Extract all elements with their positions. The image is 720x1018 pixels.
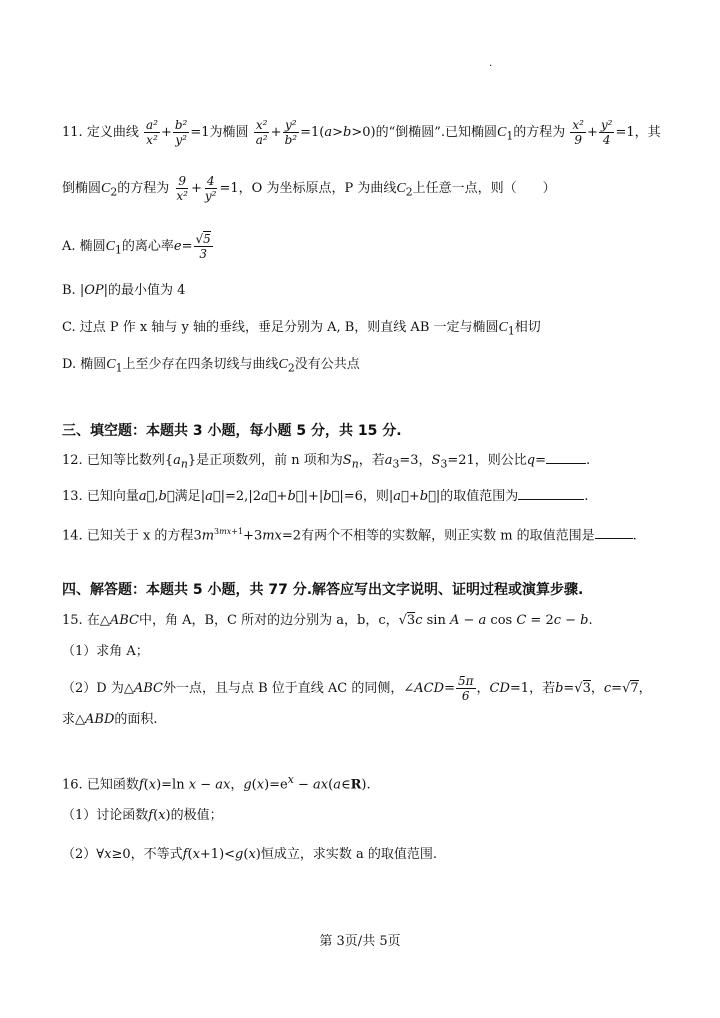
- q15-part1: （1）求角 A；: [62, 644, 149, 659]
- page-marker: .: [489, 58, 493, 69]
- answer-blank[interactable]: [518, 487, 584, 500]
- q11-option-b: B. |OP|的最小值为 4: [62, 283, 186, 298]
- q14: 14. 已知关于 x 的方程$3m^{3mx+1}+3mx=2$有两个不相等的实数解，则正实数 m 的取值范围是 .: [62, 527, 637, 544]
- q15-part2: （2）D 为△ABC外一点，且与点 B 位于直线 AC 的同侧，∠ACD= $\frac{5\pi}{6}$ ，CD=1，若b=√3，c=√7，: [62, 674, 652, 703]
- q16-part1: （1）讨论函数f(x)的极值；: [62, 808, 223, 823]
- q11-option-d: D. 椭圆$C_1$上至少存在四条切线与曲线$C_2$没有公共点: [62, 357, 360, 375]
- q13: 13. 已知向量a⃗,b⃗满足|a⃗|=2,|2a⃗+b⃗|+|b⃗|=6，则|a⃗+b⃗|的取值范围为 .: [62, 489, 589, 504]
- q16-part2: （2）∀x≥0，不等式f(x+1)<g(x)恒成立，求实数 a 的取值范围.: [62, 847, 438, 862]
- page-footer: 第 3页/共 5页: [319, 934, 401, 949]
- math-frac: $\frac{\text{a²}}{\text{x²}}$: [145, 118, 158, 147]
- q11-line1: 11. 定义曲线 $\frac{\text{a²}}{\text{x²}}$ + $\frac{\text{b²}}{\text{y²}}$ =1为椭圆 $\frac{\text{x²}}{\text{a²}}$ + $\frac{\text{y²}}{\text{b²}}$ =1(a>b>0)的“倒椭圆”.已知椭圆$C_1$的方程为 $\frac{\text{x²}}{9}$ + $\frac{\text{y²}}{4}$ =1，其: [62, 118, 661, 147]
- q15-part2-cont: 求△ABD的面积.: [62, 712, 158, 727]
- q11-option-a: A. 椭圆$C_1$的离心率e= $\frac{√5}{3}$: [62, 232, 211, 261]
- q16: 16. 已知函数f(x)=ln x − ax，$g(x)=e^x$ − ax(a∈R).: [62, 773, 371, 793]
- section-title-solutions: 四、解答题：本题共 5 小题，共 77 分.解答应写出文字说明、证明过程或演算步骤.: [62, 582, 584, 598]
- q12: 12. 已知等比数列$\{a_n\}$是正项数列，前 n 项和为$S_n$，若$a_3=3$，$S_3=21$，则公比q= .: [62, 453, 591, 471]
- answer-blank[interactable]: [595, 526, 633, 539]
- q15: 15. 在△ABC中，角 A，B，C 所对的边分别为 a，b，c，√3c sin A − a cos C = 2c − b.: [62, 613, 593, 628]
- section-title-fill-in: 三、填空题：本题共 3 小题，每小题 5 分，共 15 分.: [62, 423, 402, 439]
- answer-blank[interactable]: [546, 451, 586, 464]
- q11-option-c: C. 过点 P 作 x 轴与 y 轴的垂线，垂足分别为 A, B，则直线 AB 一定与椭圆$C_1$相切: [62, 320, 541, 338]
- q11-line2: 倒椭圆$C_2$的方程为 $\frac{9}{\text{x²}}$ + $\frac{4}{\text{y²}}$ =1，O 为坐标原点，P 为曲线$C_2$上任意一点，则（ ）: [62, 174, 556, 203]
